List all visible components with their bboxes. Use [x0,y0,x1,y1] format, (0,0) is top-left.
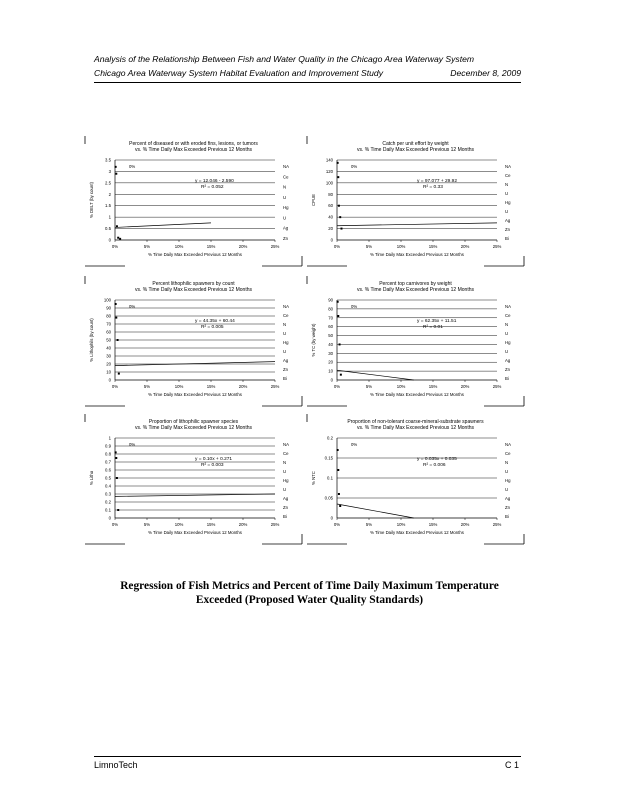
report-subtitle: Chicago Area Waterway System Habitat Evaluation and Improvement Study [94,68,383,78]
y-tick-label: 0.3 [105,491,111,497]
legend-label: Ag [283,225,289,231]
legend-label: Zn [283,367,289,372]
regression-r2: R² = 0.33 [423,185,443,190]
y-axis-label: % NTC [311,471,316,485]
legend-label: Ag [505,358,511,363]
data-point [115,451,117,453]
y-tick-label: 0 [108,515,111,521]
legend-label: NA [505,304,511,309]
y-tick-label: 50 [328,333,333,339]
y-tick-label: 3 [108,168,111,174]
point-label: 0% [129,164,136,169]
x-tick-label: 0% [111,384,119,389]
y-axis-label: % Lithophils (by count) [89,318,94,362]
x-tick-label: 0% [111,522,119,527]
x-tick-label: 5% [365,522,373,527]
legend-label: U [505,349,509,354]
legend-label: Hg [505,478,511,483]
y-tick-label: 0.5 [105,475,111,481]
x-tick-label: 15% [206,384,216,389]
y-tick-label: 0.9 [105,443,111,449]
point-label: 0% [351,442,358,447]
report-title: Analysis of the Relationship Between Fish and Water Quality in the Chicago Area Waterway System [94,54,475,64]
x-axis-label: % Time Daily Max Exceeded Previous 12 Months [148,252,242,257]
trend-line [337,223,497,226]
legend-label: Hg [505,340,511,345]
data-point [118,373,120,375]
data-point [119,238,121,240]
data-point [117,339,119,341]
legend-label: N [283,460,287,465]
y-tick-label: 0.5 [105,226,111,232]
x-tick-label: 0% [111,244,119,249]
regression-equation: y = 0.10x + 0.271 [195,457,233,462]
legend-label: Zn [505,227,511,232]
trend-line [337,370,414,380]
legend-label: U [505,191,509,196]
y-tick-label: 10 [328,368,333,374]
y-tick-label: 60 [328,324,333,330]
caption-line-2: Exceeded (Proposed Water Quality Standards) [195,594,424,606]
legend-label: Hg [283,205,289,211]
y-tick-label: 40 [106,345,111,351]
y-axis-label: % Litho [89,470,94,486]
x-tick-label: 25% [492,244,502,249]
legend-label: Ce [505,313,511,318]
data-point [338,493,340,495]
data-point [337,315,339,317]
point-label: 0% [129,304,136,309]
y-tick-label: 0.1 [327,475,333,481]
x-axis-label: % Time Daily Max Exceeded Previous 12 Months [370,530,464,535]
legend-label: Ce [283,451,289,456]
y-tick-label: 0 [108,377,111,383]
y-tick-label: 60 [106,329,111,335]
legend-label: U [283,331,287,336]
chart-subtitle: vs. % Time Daily Max Exceeded Previous 12 Months [357,425,474,431]
legend-label: U [505,331,509,336]
report-date: December 8, 2009 [450,68,521,78]
data-point [340,228,342,230]
chart-svg [307,276,524,406]
regression-r2: R² = 0.01 [423,325,443,330]
x-tick-label: 5% [365,244,373,249]
y-tick-label: 60 [328,203,333,209]
caption-line-1: Regression of Fish Metrics and Percent of Time Daily Maximum Temperature [120,580,499,592]
y-tick-label: 20 [328,226,333,232]
legend-label: Zn [283,236,289,241]
y-tick-label: 2 [108,191,111,197]
chart-svg [307,136,524,266]
x-tick-label: 15% [428,384,438,389]
y-tick-label: 0 [330,515,333,521]
trend-line [115,362,275,366]
y-tick-label: 0 [108,237,111,243]
chart-delt [85,136,302,266]
legend-label: U [505,487,509,492]
x-tick-label: 20% [238,384,248,389]
x-tick-label: 10% [174,522,184,527]
x-tick-label: 25% [270,522,280,527]
data-point [115,166,117,168]
x-tick-label: 25% [492,384,502,389]
data-point [338,205,340,207]
legend-label: Ce [283,313,289,318]
x-tick-label: 20% [238,522,248,527]
y-tick-label: 0.8 [105,451,111,457]
y-tick-label: 0.2 [105,499,111,505]
chart-subtitle: vs. % Time Daily Max Exceeded Previous 12 Months [135,287,252,293]
regression-r2: R² = 0.005 [201,325,224,330]
data-point [337,301,339,303]
legend-label: N [283,322,287,327]
legend-label: Ag [283,496,289,501]
footer-rule [94,756,521,757]
legend-label: Hg [283,340,289,345]
legend-label: U [283,194,287,200]
data-point [115,457,117,459]
y-tick-label: 0.15 [324,455,333,461]
data-point [115,303,117,305]
data-point [115,317,117,319]
y-tick-label: 90 [328,297,333,303]
chart-svg [85,136,302,266]
legend-label: Hg [283,478,289,483]
y-tick-label: 1 [108,435,111,441]
x-tick-label: 10% [174,384,184,389]
x-tick-label: 5% [143,384,151,389]
y-tick-label: 3.5 [105,157,111,163]
y-axis-label: % DELT (by count) [89,182,94,218]
point-label: 0% [351,164,358,169]
y-axis-label: % TC (by weight) [311,323,316,357]
x-tick-label: 15% [428,244,438,249]
footer-company: LimnoTech [94,760,138,770]
data-point [337,469,339,471]
chart-lithophil-proportion [85,414,302,544]
x-tick-label: 15% [206,522,216,527]
y-tick-label: 20 [106,361,111,367]
data-point [339,343,341,345]
data-point [337,449,339,451]
chart-subtitle: vs. % Time Daily Max Exceeded Previous 12 Months [357,287,474,293]
header-rule [94,82,521,83]
chart-cpue [307,136,524,266]
y-tick-label: 0.05 [324,495,333,501]
y-tick-label: 120 [325,168,333,174]
y-tick-label: 80 [106,313,111,319]
y-tick-label: 50 [106,337,111,343]
data-point [116,477,118,479]
y-tick-label: 140 [325,157,333,163]
legend-label: NA [505,164,511,169]
y-tick-label: 30 [328,350,333,356]
legend-label: NA [283,304,289,309]
y-tick-label: 0 [330,377,333,383]
legend-label: NA [283,164,289,169]
legend-label: U [505,469,509,474]
chart-title: Percent of diseased or with eroded fins, lesions, or tumors [129,141,258,147]
legend-label: Zn [283,505,289,510]
x-tick-label: 10% [174,244,184,249]
chart-svg [85,276,302,406]
x-tick-label: 10% [396,522,406,527]
legend-label: Ce [505,451,511,456]
x-tick-label: 10% [396,244,406,249]
data-point [339,216,341,218]
regression-equation: y = 62.35x + 11.51 [417,319,457,324]
legend-label: Bi [283,376,287,381]
y-tick-label: 1 [108,214,111,220]
y-tick-label: 0.4 [105,483,111,489]
chart-title: Percent lithophilic spawners by count [152,281,235,287]
legend-label: Bi [505,236,509,241]
x-tick-label: 10% [396,384,406,389]
legend-label: N [505,182,509,187]
chart-ntc-spawners [307,414,524,544]
y-tick-label: 30 [106,353,111,359]
figure-caption [0,579,619,607]
trend-line [115,494,275,496]
chart-title: Proportion of non-tolerant coarse-mineral-substrate spawners [347,419,484,425]
x-axis-label: % Time Daily Max Exceeded Previous 12 Months [370,252,464,257]
chart-svg [307,414,524,544]
y-tick-label: 0.7 [105,459,111,465]
y-tick-label: 70 [106,321,111,327]
y-tick-label: 40 [328,341,333,347]
legend-label: Zn [505,505,511,510]
regression-equation: y = 97.077 + 29.92 [417,179,458,184]
trend-line [337,504,414,518]
legend-label: Ce [283,174,289,180]
x-tick-label: 0% [333,244,341,249]
data-point [117,509,119,511]
data-point [116,225,118,227]
y-tick-label: 100 [325,180,333,186]
chart-subtitle: vs. % Time Daily Max Exceeded Previous 12 Months [357,147,474,153]
legend-label: Bi [505,514,509,519]
y-tick-label: 1.5 [105,203,111,209]
chart-subtitle: vs. % Time Daily Max Exceeded Previous 12 Months [135,147,252,153]
footer-page-number: C 1 [504,760,519,770]
chart-title: Percent top carnivores by weight [379,281,452,287]
x-tick-label: 5% [143,244,151,249]
legend-label: Ce [505,173,511,178]
y-axis-label: CPUE [311,194,316,206]
x-tick-label: 15% [206,244,216,249]
regression-equation: y = 0.035x + 0.035 [417,457,457,462]
data-point [337,162,339,164]
y-tick-label: 10 [106,369,111,375]
legend-label: U [283,215,287,221]
y-tick-label: 0.1 [105,507,111,513]
y-tick-label: 80 [328,191,333,197]
y-tick-label: 40 [328,214,333,220]
x-tick-label: 20% [238,244,248,249]
legend-label: Hg [505,200,511,205]
x-axis-label: % Time Daily Max Exceeded Previous 12 Months [148,392,242,397]
legend-label: N [505,460,509,465]
y-tick-label: 70 [328,315,333,321]
y-tick-label: 0.2 [327,435,333,441]
x-tick-label: 25% [270,384,280,389]
x-tick-label: 5% [143,522,151,527]
x-tick-label: 0% [333,384,341,389]
data-point [117,237,119,239]
data-point [337,176,339,178]
x-tick-label: 0% [333,522,341,527]
legend-label: U [505,209,509,214]
legend-label: Ag [505,496,511,501]
x-tick-label: 20% [460,384,470,389]
legend-label: Ag [505,218,511,223]
x-tick-label: 25% [492,522,502,527]
regression-equation: y = 12.046 - 2.590 [195,179,234,184]
x-tick-label: 25% [270,244,280,249]
chart-title: Proportion of lithophilic spawner species [148,419,239,425]
data-point [340,374,342,376]
regression-r2: R² = 0.006 [423,463,446,468]
legend-label: NA [505,442,511,447]
x-tick-label: 15% [428,522,438,527]
x-tick-label: 20% [460,522,470,527]
trend-line [115,223,211,228]
data-point [115,173,117,175]
x-tick-label: 5% [365,384,373,389]
chart-title: Catch per unit effort by weight [382,141,449,147]
chart-subtitle: vs. % Time Daily Max Exceeded Previous 12 Months [135,425,252,431]
y-tick-label: 0 [330,237,333,243]
legend-label: U [283,487,287,492]
legend-label: N [505,322,509,327]
x-axis-label: % Time Daily Max Exceeded Previous 12 Months [148,530,242,535]
legend-label: Ag [283,358,289,363]
chart-top-carnivores [307,276,524,406]
x-tick-label: 20% [460,244,470,249]
legend-label: U [283,349,287,354]
regression-r2: R² = 0.052 [201,185,224,190]
legend-label: N [283,184,287,190]
y-tick-label: 90 [106,305,111,311]
legend-label: Bi [505,376,509,381]
legend-label: NA [283,442,289,447]
point-label: 0% [351,304,358,309]
y-tick-label: 80 [328,306,333,312]
legend-label: U [283,469,287,474]
chart-svg [85,414,302,544]
data-point [339,505,341,507]
regression-r2: R² = 0.003 [201,463,224,468]
legend-label: Bi [283,514,287,519]
y-tick-label: 2.5 [105,180,111,186]
y-tick-label: 0.6 [105,467,111,473]
regression-equation: y = 44.35x + 60.44 [195,319,235,324]
legend-label: Zn [505,367,511,372]
y-tick-label: 100 [103,297,111,303]
y-tick-label: 20 [328,359,333,365]
point-label: 0% [129,442,136,447]
chart-lithophils-count [85,276,302,406]
x-axis-label: % Time Daily Max Exceeded Previous 12 Months [370,392,464,397]
